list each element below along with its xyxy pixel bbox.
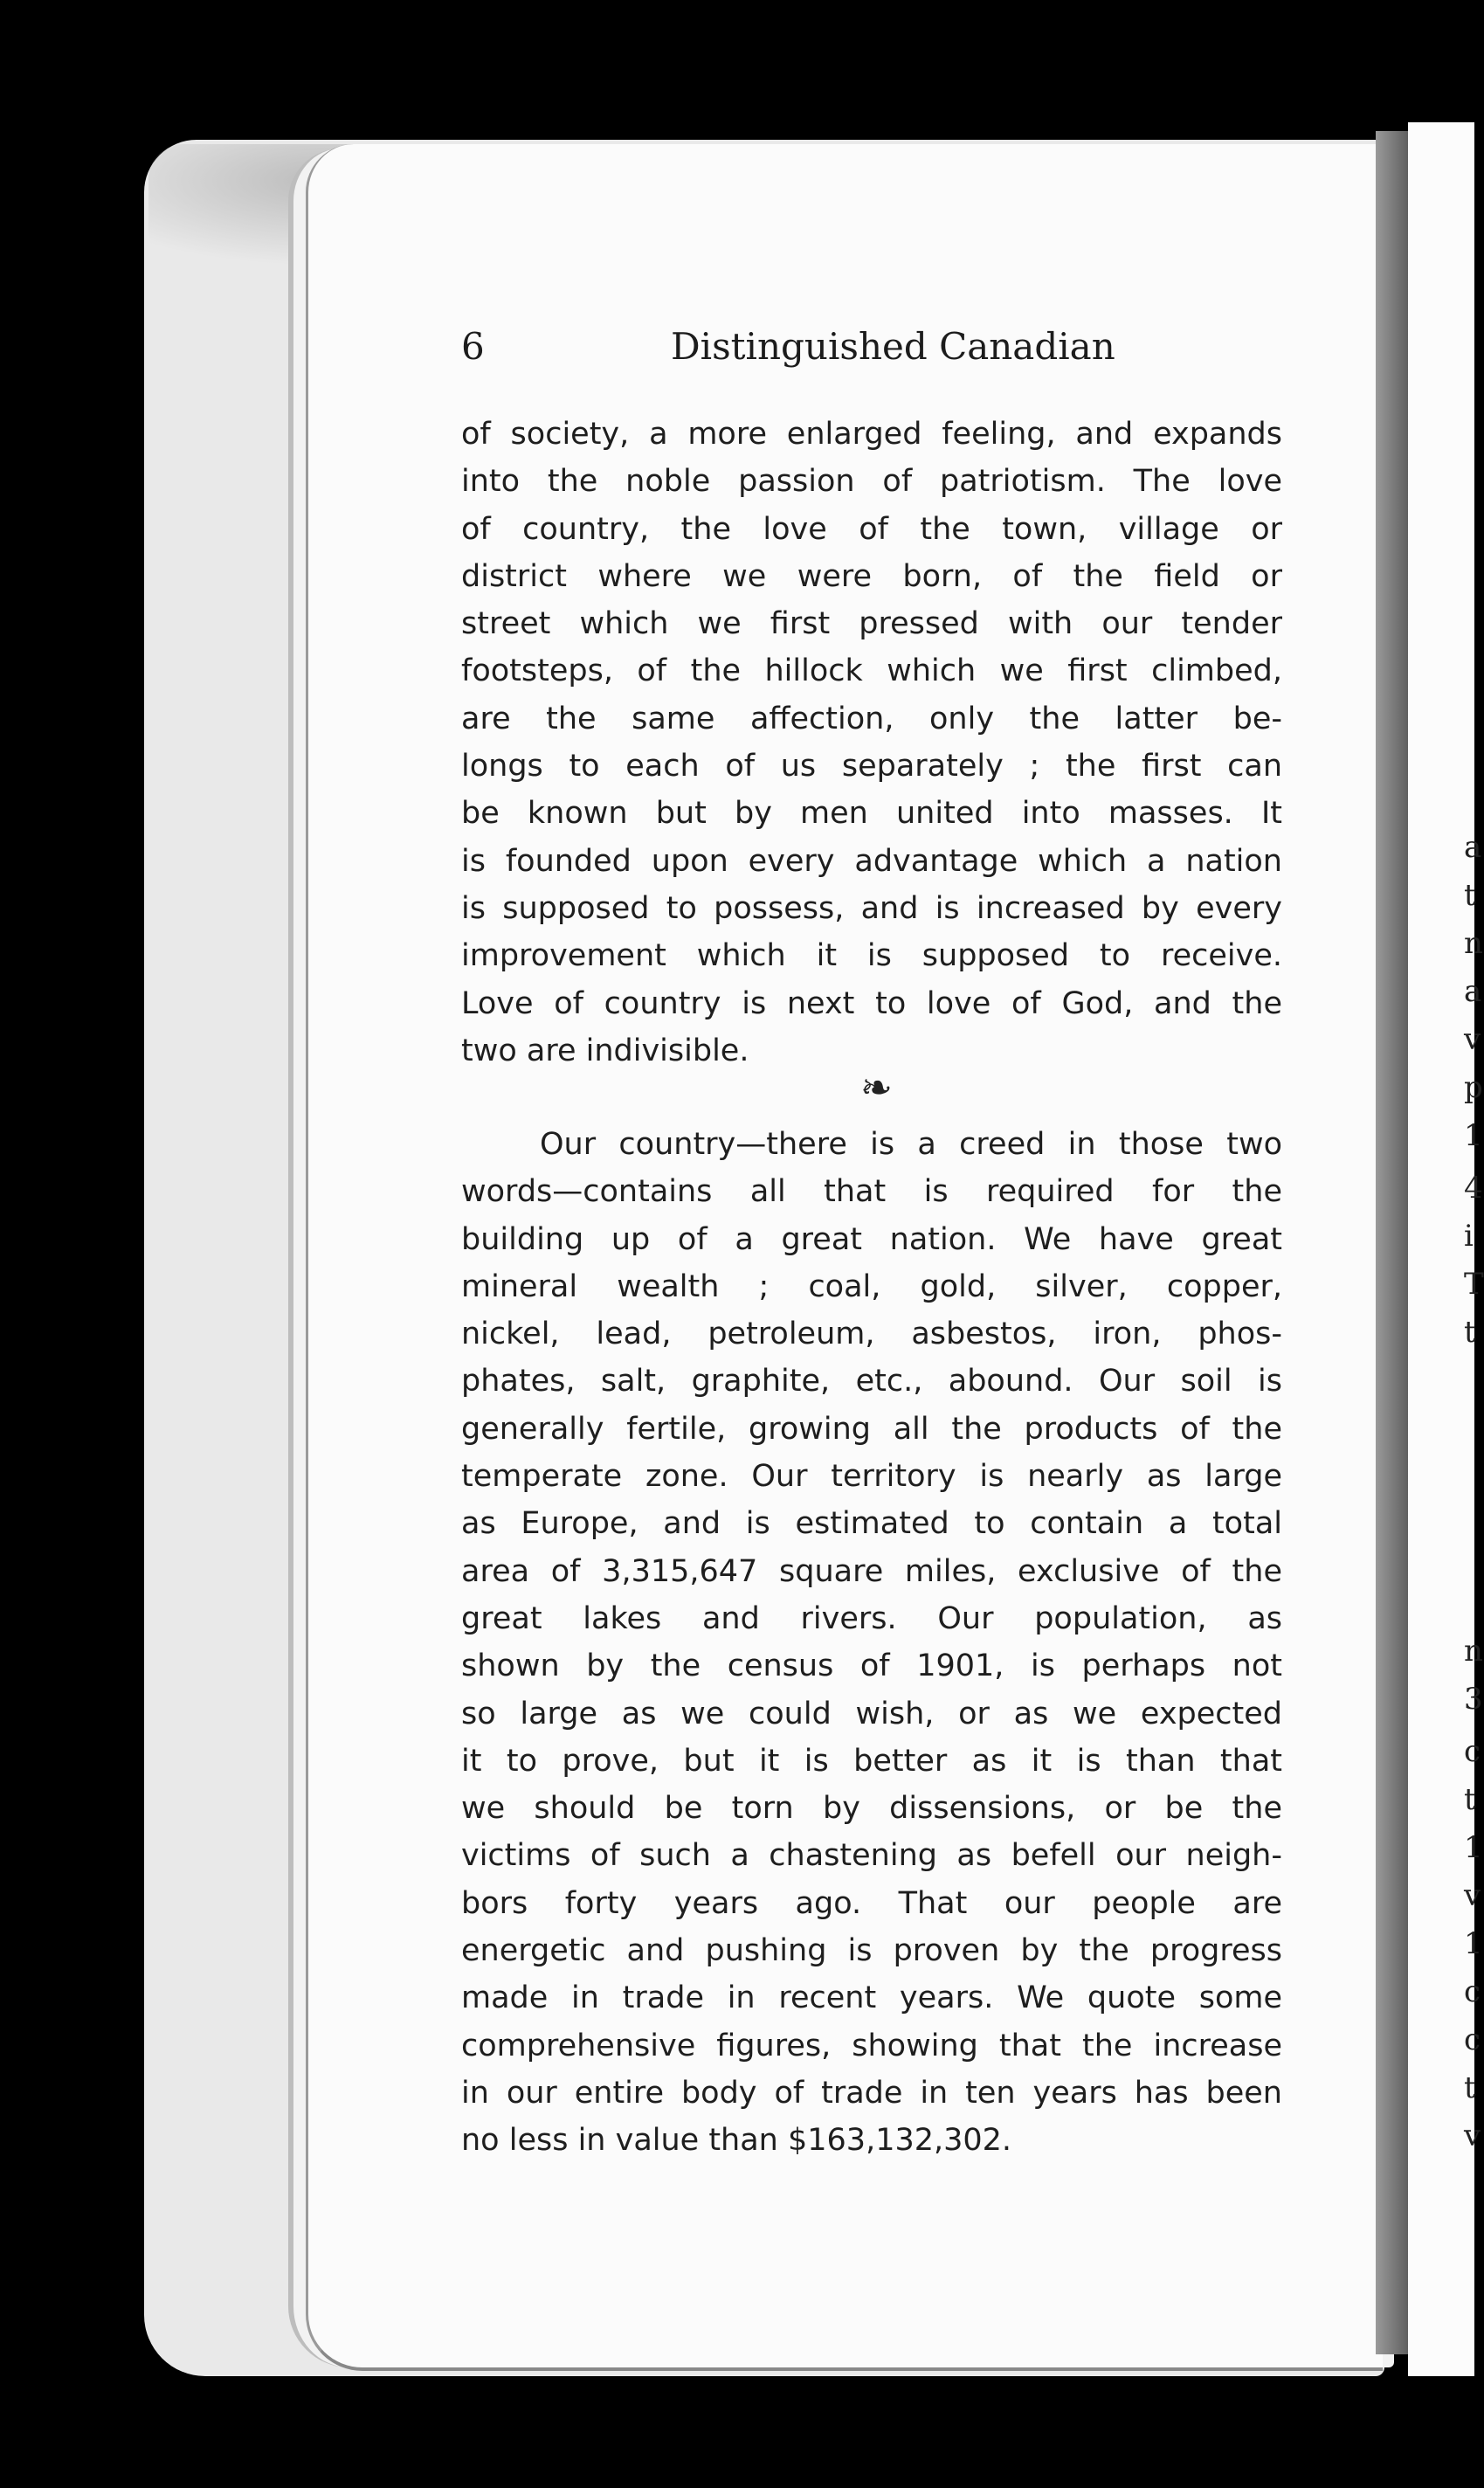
text-line: made in trade in recent years. We quote some <box>461 1980 1282 2016</box>
text-line: building up of a great nation. We have great <box>461 1221 1282 1257</box>
text-line: nickel, lead, petroleum, asbestos, iron, phos- <box>461 1317 1282 1352</box>
running-head: Distinguished Canadian <box>671 325 1115 368</box>
facing-page-letter: p <box>1464 1070 1483 1105</box>
text-line: bors forty years ago. That our people are <box>461 1885 1282 1921</box>
text-line: Love of country is next to love of God, and the <box>461 985 1282 1021</box>
text-line: great lakes and rivers. Our population, as <box>461 1600 1282 1636</box>
facing-page-letter: a <box>1464 830 1482 865</box>
facing-page-letter: v <box>1464 1878 1481 1913</box>
facing-page-letter: 1 <box>1464 1926 1483 1961</box>
facing-page-letter: v <box>1464 1022 1481 1057</box>
text-line: Our country—there is a creed in those two <box>540 1127 1282 1162</box>
text-line: temperate zone. Our territory is nearly as large <box>461 1459 1282 1495</box>
text-line: words—contains all that is required for the <box>461 1174 1282 1210</box>
text-line: of society, a more enlarged feeling, and expands <box>461 417 1282 452</box>
facing-page-letter: n <box>1464 1634 1483 1669</box>
facing-page-letter: t <box>1464 878 1476 913</box>
facing-page-letter: c <box>1464 2022 1481 2057</box>
facing-page-letter: t <box>1464 1315 1476 1350</box>
text-line: are the same affection, only the latter be- <box>461 701 1282 736</box>
text-line: longs to each of us separately ; the first can <box>461 749 1282 784</box>
paragraph-1 <box>461 411 1282 1075</box>
text-line: mineral wealth ; coal, gold, silver, copper, <box>461 1268 1282 1304</box>
facing-page-letter: T <box>1464 1267 1484 1302</box>
text-line: is supposed to possess, and is increased by every <box>461 890 1282 926</box>
text-line: comprehensive figures, showing that the increase <box>461 2028 1282 2063</box>
facing-page-letter: c <box>1464 1734 1481 1769</box>
facing-page-letter: c <box>1464 1974 1481 2009</box>
page-header <box>461 325 1177 377</box>
text-line: we should be torn by dissensions, or be the <box>461 1791 1282 1827</box>
facing-page-letter: a <box>1464 974 1482 1009</box>
facing-page-letter: t <box>1464 2070 1476 2105</box>
facing-page-letter: 1 <box>1464 1830 1483 1865</box>
text-line: of country, the love of the town, village or <box>461 511 1282 547</box>
paragraph-2 <box>461 1121 1282 2165</box>
text-line: improvement which it is supposed to receive. <box>461 938 1282 974</box>
text-line: footsteps, of the hillock which we first climbed, <box>461 653 1282 689</box>
facing-page-letter: n <box>1464 926 1483 961</box>
text-line: shown by the census of 1901, is perhaps not <box>461 1648 1282 1684</box>
facing-page-letter: 1 <box>1464 1118 1483 1153</box>
facing-page-letter: i <box>1464 1219 1474 1254</box>
text-line: area of 3,315,647 square miles, exclusive of the <box>461 1553 1282 1589</box>
text-line: in our entire body of trade in ten years has been <box>461 2075 1282 2111</box>
text-line: as Europe, and is estimated to contain a total <box>461 1506 1282 1542</box>
text-line: victims of such a chastening as befell our neigh- <box>461 1838 1282 1874</box>
text-line: into the noble passion of patriotism. The love <box>461 464 1282 500</box>
text-line: phates, salt, graphite, etc., abound. Our soil is <box>461 1364 1282 1400</box>
facing-page-letter: v <box>1464 2118 1481 2153</box>
text-line: is founded upon every advantage which a nation <box>461 843 1282 879</box>
book-gutter-shadow <box>1376 131 1411 2354</box>
text-line: be known but by men united into masses. It <box>461 796 1282 832</box>
facing-page-letter: 4 <box>1464 1171 1483 1206</box>
fleuron-ornament-icon: ❧ <box>860 1066 893 1110</box>
page-number: 6 <box>461 325 485 368</box>
text-line: no less in value than $163,132,302. <box>461 2123 1012 2159</box>
text-line: so large as we could wish, or as we expected <box>461 1696 1282 1731</box>
text-line: generally fertile, growing all the products of the <box>461 1411 1282 1447</box>
text-line: energetic and pushing is proven by the progress <box>461 1933 1282 1969</box>
text-line: district where we were born, of the field or <box>461 558 1282 594</box>
text-line: two are indivisible. <box>461 1033 749 1068</box>
facing-page-letter: t <box>1464 1782 1476 1817</box>
text-line: street which we first pressed with our tender <box>461 606 1282 642</box>
text-line: it to prove, but it is better as it is than that <box>461 1743 1282 1779</box>
facing-page-letter: 3 <box>1464 1682 1483 1717</box>
